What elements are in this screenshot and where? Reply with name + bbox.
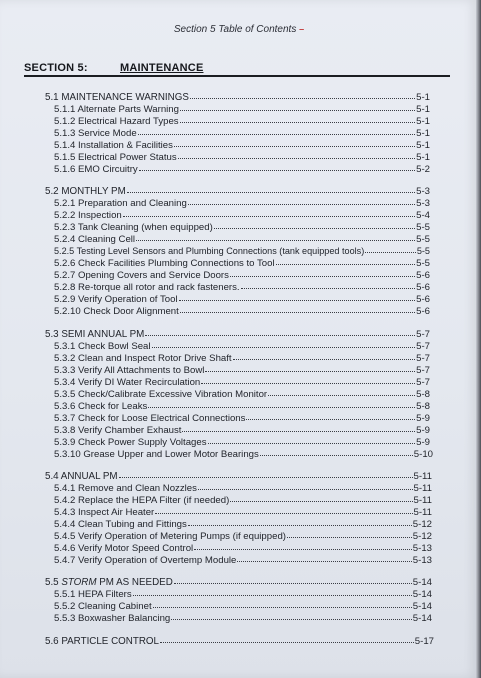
toc-entry: 5.6 PARTICLE CONTROL 5-17 <box>45 634 434 648</box>
toc-entry: 5.2.1 Preparation and Cleaning 5-3 <box>54 196 430 210</box>
toc-entry: 5.5.1 HEPA Filters 5-14 <box>54 587 432 601</box>
toc-entry: 5.5.3 Boxwasher Balancing 5-14 <box>54 611 432 625</box>
toc-entry: 5.4.2 Replace the HEPA Filter (if needed) 5-11 <box>54 493 432 507</box>
toc-entry: 5.4.5 Verify Operation of Metering Pumps (if equipped) 5-12 <box>54 529 432 543</box>
toc-entry: 5.3.8 Verify Chamber Exhaust 5-9 <box>54 423 430 437</box>
toc-entry: 5.5 STORM PM AS NEEDED 5-14 <box>45 575 432 589</box>
section-name: MAINTENANCE <box>120 62 204 74</box>
toc-entry: 5.2.9 Verify Operation of Tool 5-6 <box>54 292 430 306</box>
section-heading <box>24 62 203 74</box>
toc-entry: 5.4.7 Verify Operation of Overtemp Module 5-13 <box>54 553 432 567</box>
toc-entry: 5.3.7 Check for Loose Electrical Connections 5-9 <box>54 411 430 425</box>
toc-entry: 5.3 SEMI ANNUAL PM 5-7 <box>45 327 430 341</box>
toc-entry: 5.4.1 Remove and Clean Nozzles 5-11 <box>54 481 432 495</box>
toc-entry: 5.3.5 Check/Calibrate Excessive Vibration Monitor 5-8 <box>54 387 430 401</box>
section-number: SECTION 5: <box>24 62 88 74</box>
toc-entry: 5.2.3 Tank Cleaning (when equipped) 5-5 <box>54 220 430 234</box>
header-red-mark: – <box>299 24 305 34</box>
toc-entry: 5.1.5 Electrical Power Status 5-1 <box>54 150 430 164</box>
toc-entry: 5.3.3 Verify All Attachments to Bowl 5-7 <box>54 363 430 377</box>
section-rule <box>24 75 450 77</box>
header-title: Section 5 Table of Contents <box>173 24 297 35</box>
toc-entry: 5.4.6 Verify Motor Speed Control 5-13 <box>54 541 432 555</box>
toc-entry: 5.2.5 Testing Level Sensors and Plumbing Connections (tank equipped tools) 5-5 <box>54 244 430 257</box>
toc-entry: 5.2.2 Inspection 5-4 <box>54 208 430 222</box>
toc-entry: 5.3.2 Clean and Inspect Rotor Drive Shaft 5-7 <box>54 351 430 365</box>
toc-entry: 5.3.9 Check Power Supply Voltages 5-9 <box>54 435 430 449</box>
toc-entry: 5.2.4 Cleaning Cell 5-5 <box>54 232 430 246</box>
toc-entry: 5.1.6 EMO Circuitry 5-2 <box>54 162 430 176</box>
toc-entry: 5.1.2 Electrical Hazard Types 5-1 <box>54 114 430 128</box>
page-header <box>0 24 478 35</box>
toc-entry: 5.4 ANNUAL PM 5-11 <box>45 469 432 483</box>
toc-entry: 5.3.6 Check for Leaks 5-8 <box>54 399 430 413</box>
page-edge-shadow <box>476 0 481 678</box>
toc-entry: 5.1.1 Alternate Parts Warning 5-1 <box>54 102 430 116</box>
toc-entry: 5.2.7 Opening Covers and Service Doors 5-6 <box>54 268 430 282</box>
toc-entry: 5.2 MONTHLY PM 5-3 <box>45 184 430 198</box>
toc-entry: 5.4.4 Clean Tubing and Fittings 5-12 <box>54 517 432 531</box>
toc-entry: 5.3.1 Check Bowl Seal 5-7 <box>54 339 430 353</box>
toc-entry: 5.2.10 Check Door Alignment 5-6 <box>54 304 430 318</box>
toc-entry: 5.1 MAINTENANCE WARNINGS 5-1 <box>45 90 430 104</box>
toc-entry: 5.2.6 Check Facilities Plumbing Connections to Tool 5-5 <box>54 256 430 270</box>
toc-entry: 5.4.3 Inspect Air Heater 5-11 <box>54 505 432 519</box>
toc-entry: 5.5.2 Cleaning Cabinet 5-14 <box>54 599 432 613</box>
toc-entry: 5.1.3 Service Mode 5-1 <box>54 126 430 140</box>
toc-entry: 5.3.4 Verify DI Water Recirculation 5-7 <box>54 375 430 389</box>
toc-entry: 5.2.8 Re-torque all rotor and rack fasteners. 5-6 <box>54 280 430 294</box>
toc-entry: 5.3.10 Grease Upper and Lower Motor Bearings 5-10 <box>54 447 433 461</box>
toc-entry: 5.1.4 Installation & Facilities 5-1 <box>54 138 430 152</box>
